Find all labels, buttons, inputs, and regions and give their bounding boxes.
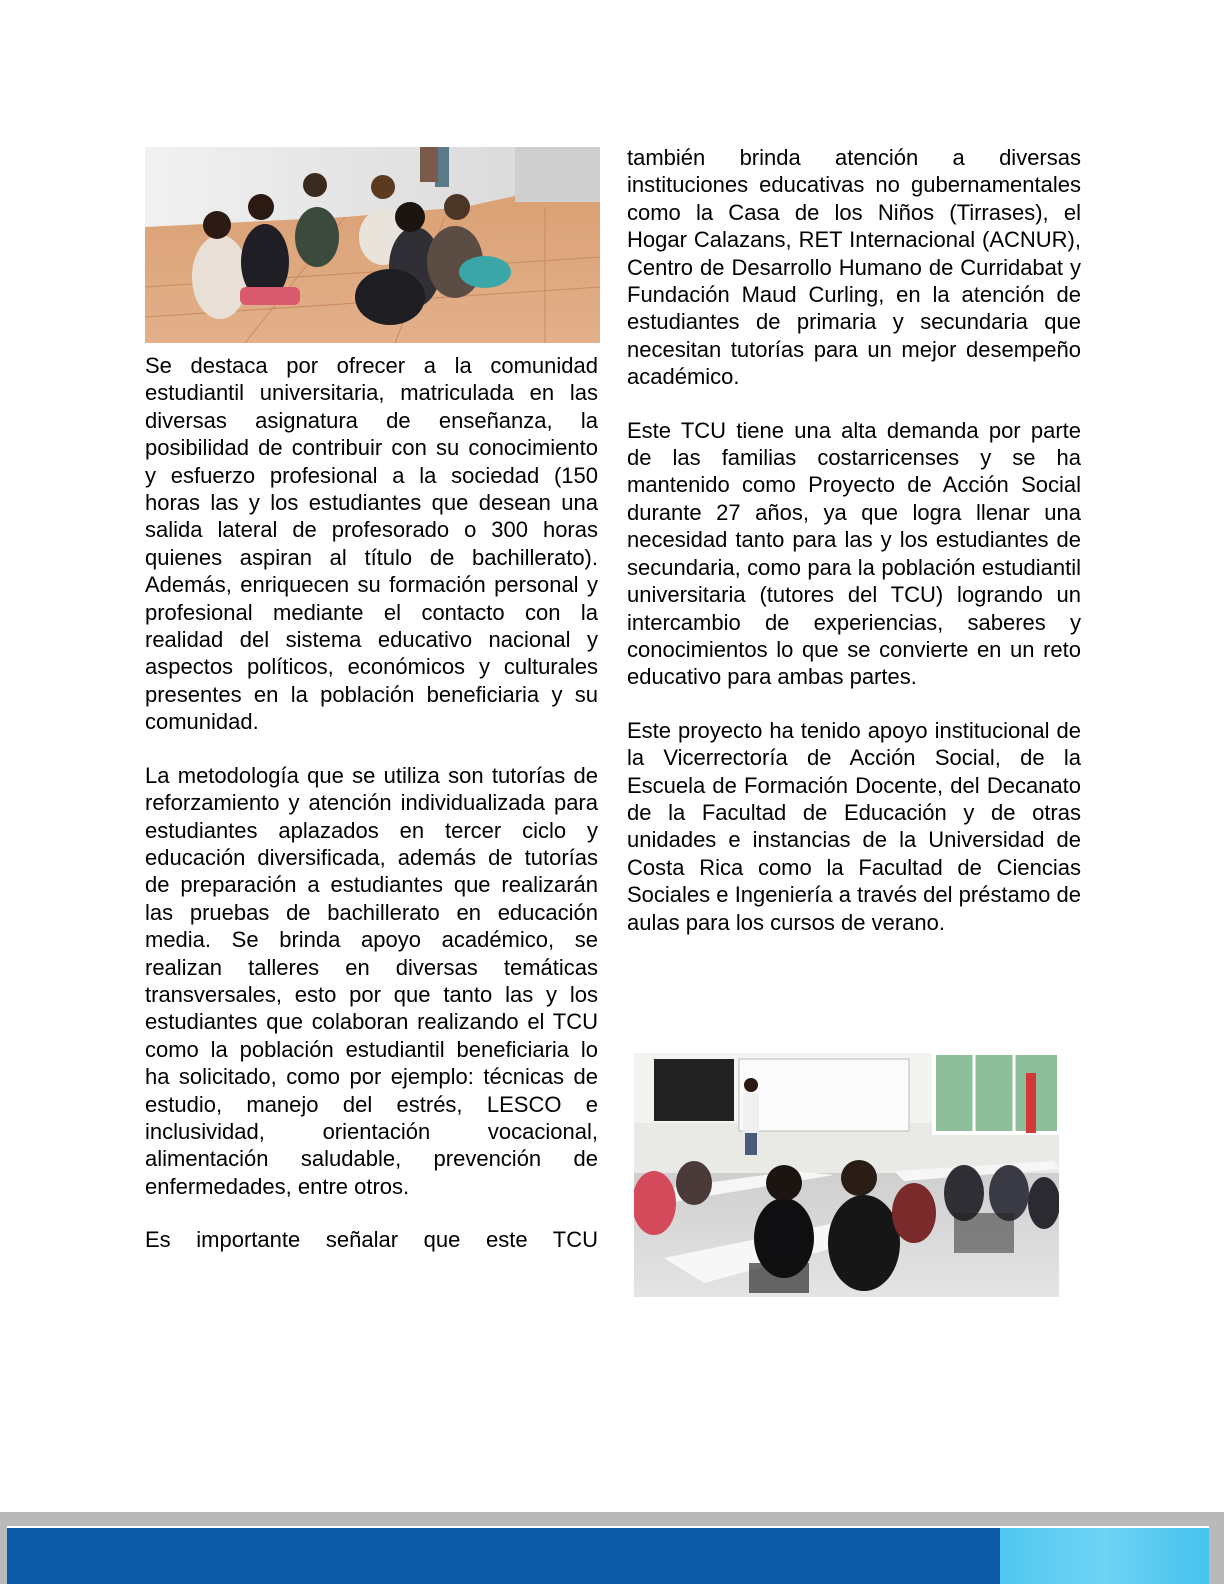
photo-classroom <box>634 1053 1059 1297</box>
footer-blue-bar <box>7 1528 1000 1584</box>
photo-students-circle-image <box>145 147 600 343</box>
right-paragraph-2: Este TCU tiene una alta demanda por parte de las familias costarricenses y se ha mantenido como Proyecto de Acción Social durante 27 años, ya que logra llenar una necesidad tanto para las y los estudiantes de secundaria, como para la población estudiantil universitaria (tutores del TCU) logrando un intercambio de experiencias, saberes y conocimientos lo que se convierte en un reto educativo para ambas partes. <box>627 417 1081 690</box>
photo-students-circle <box>145 147 600 343</box>
left-column <box>145 352 598 1254</box>
right-paragraph-1: también brinda atención a diversas instituciones educativas no gubernamentales como la Casa de los Niños (Tirrases), el Hogar Calazans, RET Internacional (ACNUR), Centro de Desarrollo Humano de Curridabat y Fundación Maud Curling, en la atención de estudiantes de primaria y secundaria que necesitan tutorías para un mejor desempeño académico. <box>627 145 1081 390</box>
footer-light-blue-bar <box>1000 1528 1209 1584</box>
left-paragraph-2: La metodología que se utiliza son tutorías de reforzamiento y atención individualizada para estudiantes aplazados en tercer ciclo y educación diversificada, además de tutorías de preparación a estudiantes que realizarán las pruebas de bachillerato en educación media. Se brinda apoyo académico, se realizan talleres en diversas temáticas transversales, esto por que tanto las y los estudiantes que colaboran realizando el TCU como la población estudiantil beneficiaria lo ha solicitado, como por ejemplo: técnicas de estudio, manejo del estrés, LESCO e inclusividad, orientación vocacional, alimentación saludable, prevención de enfermedades, entre otros. <box>145 762 598 1199</box>
left-paragraph-3: Es importante señalar que este TCU <box>145 1227 598 1253</box>
right-paragraph-3: Este proyecto ha tenido apoyo institucional de la Vicerrectoría de Acción Social, de la Escuela de Formación Docente, del Decanato de la Facultad de Educación y de otras unidades e instancias de la Universidad de Costa Rica como la Facultad de Ciencias Sociales e Ingeniería a través del préstamo de aulas para los cursos de verano. <box>627 717 1081 935</box>
left-paragraph-1: Se destaca por ofrecer a la comunidad estudiantil universitaria, matriculada en las diversas asignatura de enseñanza, la posibilidad de contribuir con su conocimiento y esfuerzo profesional a la sociedad (150 horas las y los estudiantes que desean una salida lateral de profesorado o 300 horas quienes aspiran al título de bachillerato). Además, enriquecen su formación personal y profesional mediante el contacto con la realidad del sistema educativo nacional y aspectos políticos, económicos y culturales presentes en la población beneficiaria y su comunidad. <box>145 353 598 735</box>
photo-classroom-image <box>634 1053 1059 1297</box>
right-column <box>627 144 1081 936</box>
